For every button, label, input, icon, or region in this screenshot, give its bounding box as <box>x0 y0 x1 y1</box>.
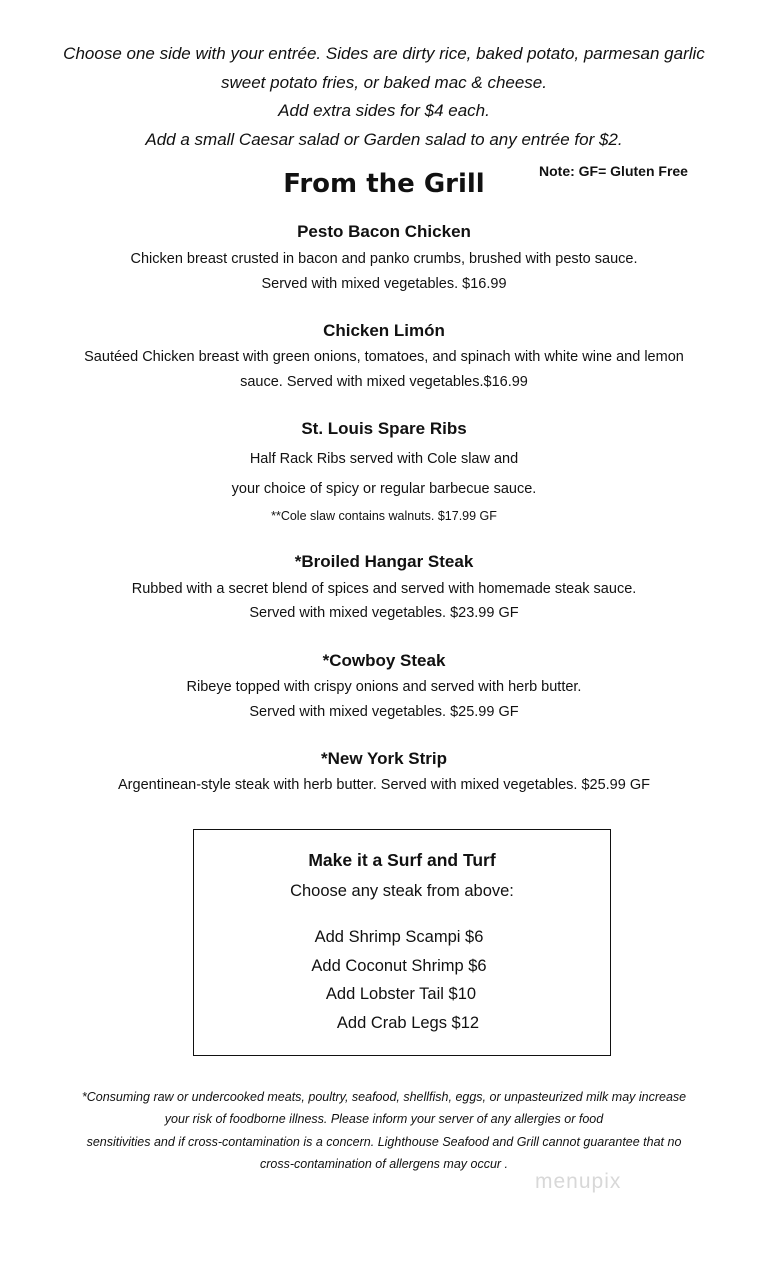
menu-item-name: Chicken Limón <box>323 321 445 340</box>
menu-item-name: Pesto Bacon Chicken <box>297 222 471 241</box>
surf-turf-addon: Add Shrimp Scampi $6 <box>314 928 484 946</box>
allergy-disclaimer <box>0 1086 768 1176</box>
menu-item-description: Half Rack Ribs served with Cole slaw and <box>249 451 519 467</box>
intro-line: Choose one side with your entrée. Sides are dirty rice, baked potato, parmesan garlic <box>63 44 705 63</box>
menu-item-description: Rubbed with a secret blend of spices and served with homemade steak sauce. <box>131 581 637 597</box>
gluten-free-note: Note: GF= Gluten Free <box>539 163 688 179</box>
menu-item-description: Served with mixed vegetables. $23.99 GF <box>249 605 519 621</box>
disclaimer-line: *Consuming raw or undercooked meats, poultry, seafood, shellfish, eggs, or unpasteurized milk may increase <box>81 1090 687 1104</box>
menu-item-description: Argentinean-style steak with herb butter. Served with mixed vegetables. $25.99 GF <box>118 777 650 793</box>
surf-and-turf-box <box>193 829 611 1056</box>
menu-item-description: your choice of spicy or regular barbecue sauce. <box>231 481 537 497</box>
menu-item-description: Served with mixed vegetables. $25.99 GF <box>249 704 519 720</box>
menu-item-description: Chicken breast crusted in bacon and panko crumbs, brushed with pesto sauce. <box>130 251 638 267</box>
disclaimer-line: cross-contamination of allergens may occur . <box>259 1157 509 1172</box>
intro-line: sweet potato fries, or baked mac & cheese. <box>220 72 547 92</box>
section-title: From the Grill <box>283 169 485 199</box>
surf-turf-title: Make it a Surf and Turf <box>308 850 496 870</box>
intro-line: Add extra sides for $4 each. <box>278 101 490 121</box>
intro-line: Add a small Caesar salad or Garden salad to any entrée for $2. <box>145 129 623 149</box>
menu-item-name: St. Louis Spare Ribs <box>301 419 467 438</box>
menu-item-description: Sautéed Chicken breast with green onions, tomatoes, and spinach with white wine and lemon <box>84 349 684 365</box>
surf-turf-addon: Add Lobster Tail $10 <box>325 985 477 1003</box>
menu-item-description: sauce. Served with mixed vegetables.$16.99 <box>240 374 528 390</box>
surf-turf-addon: Add Crab Legs $12 <box>336 1014 480 1032</box>
intro-text <box>0 40 768 154</box>
surf-turf-addon: Add Coconut Shrimp $6 <box>311 957 487 975</box>
menupix-watermark: menupix <box>535 1170 622 1193</box>
menu-item-description: **Cole slaw contains walnuts. $17.99 GF <box>271 509 497 523</box>
menu-item-description: Served with mixed vegetables. $16.99 <box>261 276 507 292</box>
surf-turf-subtitle: Choose any steak from above: <box>290 882 514 900</box>
disclaimer-line: your risk of foodborne illness. Please inform your server of any allergies or food <box>164 1112 604 1127</box>
menu-item-description: Ribeye topped with crispy onions and served with herb butter. <box>186 679 582 695</box>
disclaimer-line: sensitivities and if cross-contamination is a concern. Lighthouse Seafood and Grill cannot guarantee that no <box>86 1134 682 1149</box>
menu-item-name: *Broiled Hangar Steak <box>294 552 474 571</box>
menu-item-name: *New York Strip <box>321 749 447 768</box>
menu-item-name: *Cowboy Steak <box>322 651 446 670</box>
